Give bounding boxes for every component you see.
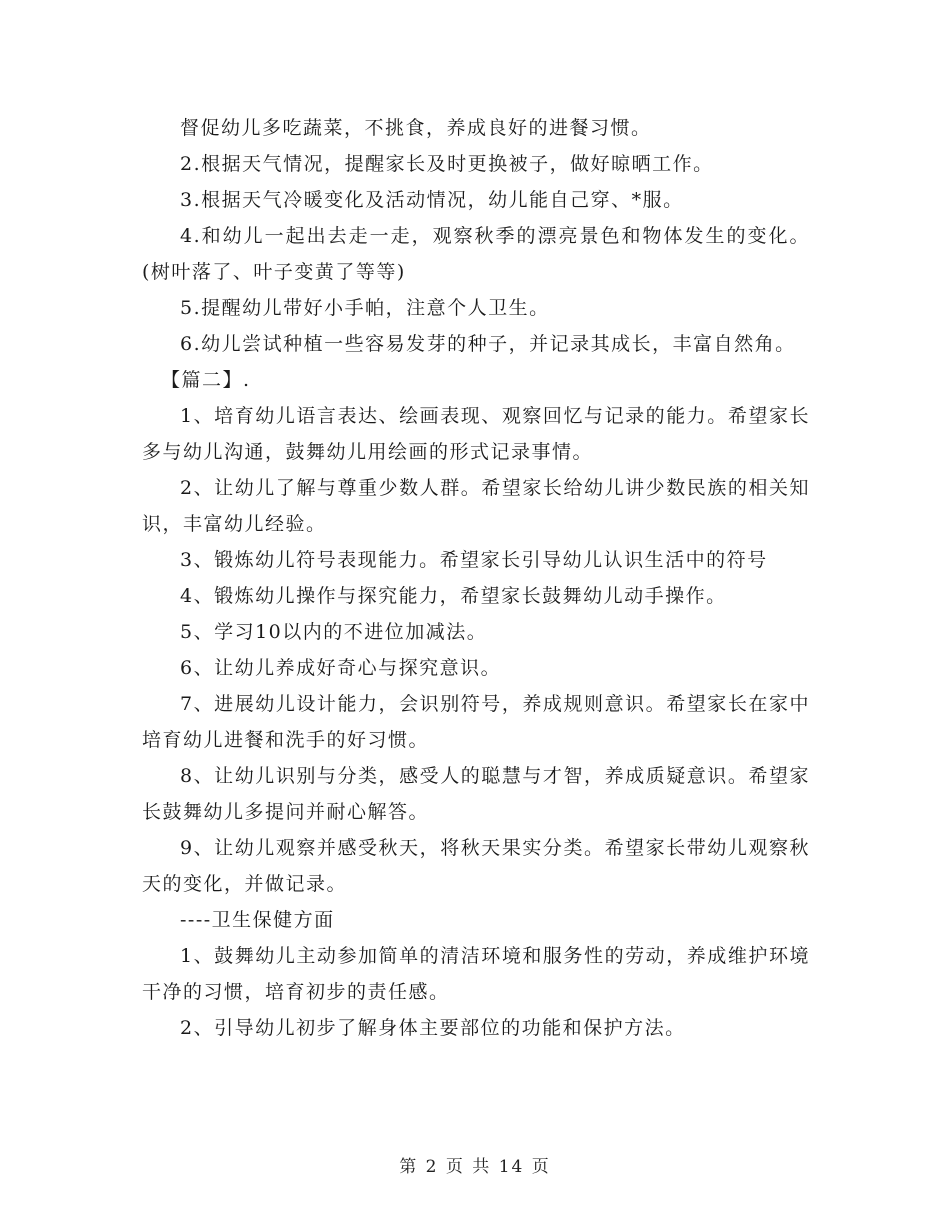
paragraph: 5.提醒幼儿带好小手帕，注意个人卫生。 xyxy=(180,297,550,319)
paragraph: 1、培育幼儿语言表达、绘画表现、观察回忆与记录的能力。希望家长多与幼儿沟通，鼓舞幼儿用绘画的形式记录事情。 xyxy=(142,405,810,463)
subsection-heading: ----卫生保健方面 xyxy=(180,909,335,931)
paragraph: 5、学习10以内的不进位加减法。 xyxy=(180,621,488,643)
paragraph: 4.和幼儿一起出去走一走，观察秋季的漂亮景色和物体发生的变化。(树叶落了、叶子变黄了等等) xyxy=(142,225,810,283)
paragraph: 2.根据天气情况，提醒家长及时更换被子，做好晾晒工作。 xyxy=(180,153,714,175)
paragraph: 8、让幼儿识别与分类，感受人的聪慧与才智，养成质疑意识。希望家长鼓舞幼儿多提问并耐心解答。 xyxy=(142,765,810,823)
page-number: 第 2 页 共 14 页 xyxy=(399,1157,551,1177)
paragraph: 6、让幼儿养成好奇心与探究意识。 xyxy=(180,657,502,679)
paragraph: 7、进展幼儿设计能力，会识别符号，养成规则意识。希望家长在家中培育幼儿进餐和洗手的好习惯。 xyxy=(142,693,810,751)
paragraph: 3.根据天气冷暖变化及活动情况，幼儿能自己穿、*服。 xyxy=(180,189,684,211)
paragraph: 6.幼儿尝试种植一些容易发芽的种子，并记录其成长，丰富自然角。 xyxy=(180,333,796,355)
paragraph: 3、锻炼幼儿符号表现能力。希望家长引导幼儿认识生活中的符号 xyxy=(180,549,768,571)
paragraph: 2、引导幼儿初步了解身体主要部位的功能和保护方法。 xyxy=(180,1017,686,1039)
document-body xyxy=(142,110,810,1046)
paragraph: 9、让幼儿观察并感受秋天，将秋天果实分类。希望家长带幼儿观察秋天的变化，并做记录。 xyxy=(142,837,810,895)
section-heading: 【篇二】. xyxy=(161,369,251,391)
paragraph: 2、让幼儿了解与尊重少数人群。希望家长给幼儿讲少数民族的相关知识，丰富幼儿经验。 xyxy=(142,477,810,535)
paragraph: 1、鼓舞幼儿主动参加简单的清洁环境和服务性的劳动，养成维护环境干净的习惯，培育初步的责任感。 xyxy=(142,945,810,1003)
paragraph: 督促幼儿多吃蔬菜，不挑食，养成良好的进餐习惯。 xyxy=(180,117,652,139)
paragraph: 4、锻炼幼儿操作与探究能力，希望家长鼓舞幼儿动手操作。 xyxy=(180,585,727,607)
